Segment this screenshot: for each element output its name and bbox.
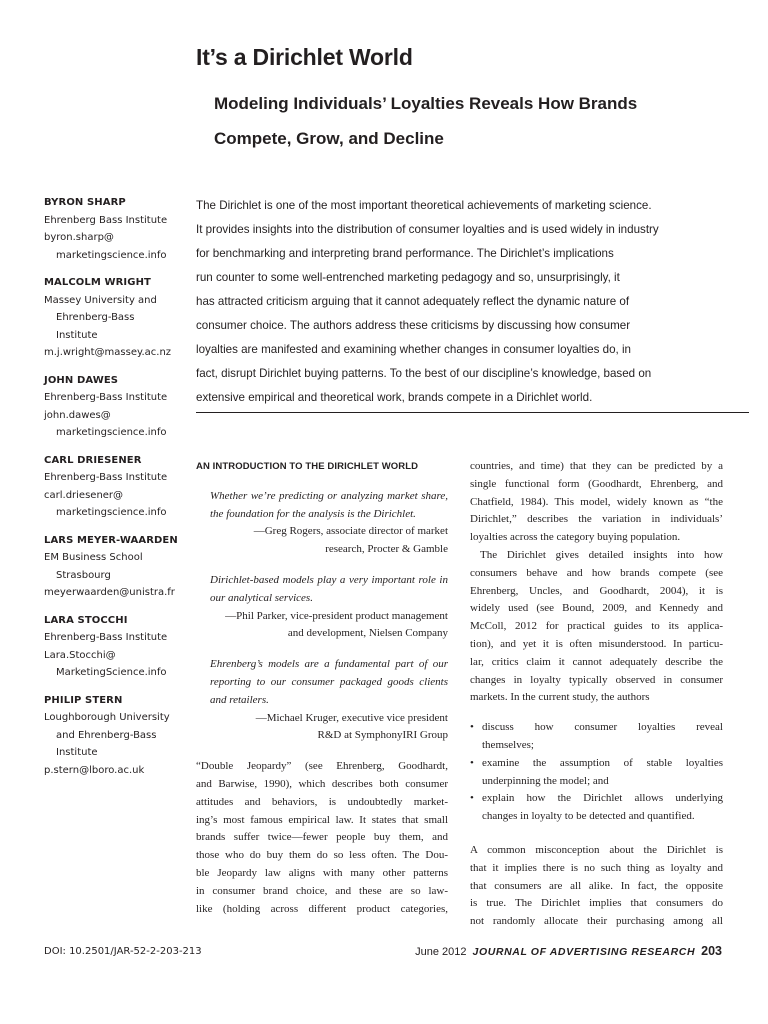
author-block <box>44 274 194 362</box>
text-line: those who do buy them do so less often. The Dou- <box>196 849 448 862</box>
text-line: tion), and yet it is often misunderstood. In particu- <box>470 637 723 650</box>
abstract-line: for benchmarking and interpreting brand performance. The Dirichlet’s implications <box>196 247 614 260</box>
footer-date: June 2012 <box>415 946 467 958</box>
bullet-item <box>470 790 723 826</box>
abstract-line: It provides insights into the distribution of consumer loyalties and is used widely in industry <box>196 223 659 236</box>
text-line: changes in loyalty to be detected and quantified. <box>482 810 695 823</box>
quote-text: Ehrenberg’s models are a fundamental part of our reporting to our consumer packaged goods clients and retailers. <box>210 658 448 706</box>
text-line: and Barwise, 1990), which describes both consumer <box>196 777 448 790</box>
abstract-line: consumer choice. The authors address these criticisms by discussing how consumer <box>196 319 631 332</box>
paragraph <box>470 842 723 931</box>
text-line: that it implies there is no such thing as loyalty and <box>470 861 723 874</box>
text-line: ing’s most famous empirical law. It states that small <box>196 813 448 826</box>
quote-attribution: —Greg Rogers, associate director of market <box>253 525 448 538</box>
quote-attribution: and development, Nielsen Company <box>287 627 448 640</box>
quote-attribution: research, Procter & Gamble <box>325 543 448 556</box>
author-affiliation-line: Ehrenberg-Bass Institute <box>44 472 168 483</box>
footer-journal-info <box>415 944 722 958</box>
body-column-left <box>196 458 448 918</box>
author-affiliation-line: Strasbourg <box>56 569 111 581</box>
author-block <box>44 452 194 522</box>
author-block <box>44 532 194 602</box>
paragraph <box>470 547 723 707</box>
quote-text: Whether we’re predicting or analyzing market share, the foundation for the analysis is the Dirichlet. <box>210 489 448 520</box>
author-name: MALCOLM WRIGHT <box>44 277 151 288</box>
author-affiliation-line: EM Business School <box>44 552 143 563</box>
paragraph <box>470 458 723 547</box>
author-block <box>44 612 194 682</box>
text-line: markets. In the current study, the authors <box>470 691 650 704</box>
text-line: Dirichlet,” describes the variation in individuals’ <box>470 513 723 526</box>
subtitle-line: Modeling Individuals’ Loyalties Reveals How Brands <box>214 94 638 113</box>
author-affiliation-line: Massey University and <box>44 294 157 306</box>
text-line: attitudes and behaviors, is undoubtedly market- <box>196 795 448 808</box>
epigraph-quote <box>210 572 448 643</box>
text-line: is true. The Dirichlet implies that consumers do <box>470 897 723 910</box>
section-heading: AN INTRODUCTION TO THE DIRICHLET WORLD <box>196 461 419 472</box>
text-line: underpinning the model; and <box>482 774 609 787</box>
text-line: ble Jeopardy law aligns with many other patterns <box>196 866 448 879</box>
text-line: changes in loyalty typically observed in consumer <box>470 673 723 686</box>
author-affiliation-line: Ehrenberg-Bass Institute <box>44 392 168 403</box>
author-affiliation-line: MarketingScience.info <box>56 667 167 678</box>
abstract <box>196 194 726 410</box>
abstract-line: The Dirichlet is one of the most important theoretical achievements of marketing science. <box>196 199 652 212</box>
abstract-line: loyalties are manifested and examining whether changes in consumer loyalties do, in <box>196 343 632 356</box>
text-line: widely used (see Bound, 2009, and Kennedy and <box>470 602 723 615</box>
text-line: themselves; <box>482 738 534 751</box>
author-block <box>44 372 194 442</box>
text-line: single functional form (Goodhardt, Ehrenberg, and <box>470 477 723 490</box>
text-line: in consumer brand choice, and these are so law- <box>196 884 448 897</box>
author-affiliation-line: marketingscience.info <box>56 507 167 518</box>
bullet-list <box>470 719 723 826</box>
author-name: PHILIP STERN <box>44 694 123 706</box>
paragraph <box>196 758 448 918</box>
body-column-right <box>470 458 723 931</box>
text-line: brands suffer twice—fewer people buy them, and <box>196 831 448 844</box>
text-line: that consumers are all alike. In fact, the opposite <box>470 879 723 892</box>
author-affiliation-line: p.stern@lboro.ac.uk <box>44 764 145 776</box>
quote-text: Dirichlet-based models play a very important role in our analytical services. <box>210 573 448 604</box>
author-affiliation-line: Ehrenberg Bass Institute <box>44 214 168 226</box>
page-number: 203 <box>701 944 722 958</box>
author-affiliation-line: Lara.Stocchi@ <box>44 649 116 661</box>
text-line: countries, and time) that they can be predicted by a <box>470 460 723 472</box>
text-line: • discuss how consumer loyalties reveal <box>482 721 723 734</box>
quote-attribution: —Michael Kruger, executive vice president <box>255 711 448 724</box>
author-affiliation-line: meyerwaarden@unistra.fr <box>44 587 175 598</box>
author-affiliation-line: Institute <box>56 747 98 758</box>
epigraph-quote <box>210 656 448 745</box>
epigraph-quotes <box>210 488 448 745</box>
author-affiliation-line: byron.sharp@ <box>44 232 114 243</box>
author-name: LARS MEYER-WAARDEN <box>44 534 178 546</box>
author-affiliation-line: Ehrenberg-Bass Institute <box>44 632 168 643</box>
text-line: loyalties across the category buying population. <box>470 531 681 544</box>
text-line: “Double Jeopardy” (see Ehrenberg, Goodhardt, <box>196 760 448 773</box>
author-affiliation-line: and Ehrenberg-Bass <box>56 729 157 741</box>
author-affiliation-line: Ehrenberg-Bass <box>56 312 135 323</box>
author-affiliation-line: marketingscience.info <box>56 427 167 438</box>
author-name: BYRON SHARP <box>44 197 126 208</box>
author-affiliation-line: m.j.wright@massey.ac.nz <box>44 347 172 358</box>
article-subtitle <box>214 86 734 156</box>
text-line: Ehrenberg, Uncles, and Goodhardt, 2004), it is <box>470 584 723 597</box>
author-block <box>44 692 194 780</box>
quote-attribution: —Phil Parker, vice-president product management <box>225 609 448 622</box>
quote-attribution: R&D at SymphonyIRI Group <box>317 729 448 742</box>
text-line: lar, critics claim it cannot adequately describe the <box>470 655 723 668</box>
abstract-divider <box>196 412 749 413</box>
author-affiliation-line: marketingscience.info <box>56 249 167 261</box>
text-line: Chatfield, 1984). This model, widely known as “the <box>470 495 723 508</box>
abstract-line: extensive empirical and theoretical work, brands compete in a Dirichlet world. <box>196 391 593 404</box>
bullet-item <box>470 719 723 755</box>
author-list <box>44 194 194 789</box>
subtitle-line: Compete, Grow, and Decline <box>214 129 444 148</box>
author-name: LARA STOCCHI <box>44 614 128 626</box>
text-line: consumers behave and how brands compete (see <box>470 566 723 579</box>
abstract-line: run counter to some well-entrenched marketing pedagogy and so, unsurprisingly, it <box>196 271 620 284</box>
text-line: • explain how the Dirichlet allows underlying <box>482 792 723 805</box>
text-line: McColl, 2012 for practical guides to its applica- <box>470 620 723 633</box>
author-affiliation-line: Institute <box>56 329 98 341</box>
text-line: • examine the assumption of stable loyalties <box>482 756 723 769</box>
epigraph-quote <box>210 488 448 559</box>
text-line: A common misconception about the Dirichlet is <box>470 843 723 856</box>
author-affiliation-line: carl.driesener@ <box>44 489 124 501</box>
abstract-line: fact, disrupt Dirichlet buying patterns. To the best of our discipline’s knowledge, based on <box>196 367 652 380</box>
footer-doi: DOI: 10.2501/JAR-52-2-203-213 <box>44 946 202 957</box>
article-title: It’s a Dirichlet World <box>196 44 413 70</box>
bullet-item <box>470 755 723 791</box>
text-line: The Dirichlet gives detailed insights into how <box>480 548 723 561</box>
author-affiliation-line: john.dawes@ <box>44 409 111 421</box>
abstract-line: has attracted criticism arguing that it cannot adequately reflect the dynamic nature of <box>196 295 630 308</box>
author-name: JOHN DAWES <box>44 374 119 386</box>
footer-journal-name: JOURNAL OF ADVERTISING RESEARCH <box>472 946 696 958</box>
text-line: not randomly allocate their purchasing among all <box>470 915 723 928</box>
author-block <box>44 194 194 264</box>
author-name: CARL DRIESENER <box>44 454 142 466</box>
author-affiliation-line: Loughborough University <box>44 712 170 723</box>
text-line: like (holding across different product categories, <box>196 902 448 915</box>
